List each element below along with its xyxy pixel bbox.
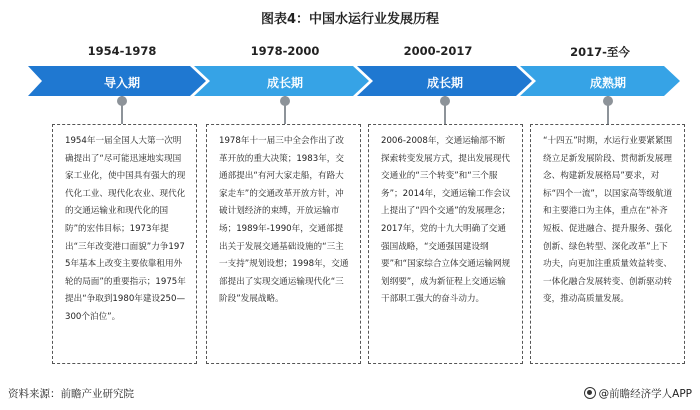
stage-description-3: 2006-2008年，交通运输部不断探索转变发展方式，提出发展现代交通业的“三个转变”和“三个服务”；2014年，交通运输工作会议上提出了“四个交通”的发展理念；2017年，党的十九大明确了交通强国战略，“交通强国建设纲要”和“国家综合立体交通运输网规划纲要”，成为新征程上交通运输干部职工强大的奋斗动力。: [368, 124, 523, 364]
stage-description-2: 1978年十一届三中全会作出了改革开放的重大决策；1983年，交通部提出“有河大家走船，有路大家走车”的交通改革开放方针，冲破计划经济的束缚，开放运输市场；1989年-1990年，交通部提出关于发展交通基础设施的“三主一支持”规划设想；1998年，交通部提出了实现交通运输现代化“三阶段”发展战略。: [206, 124, 361, 364]
stage-label-1: 导入期: [103, 76, 140, 90]
period-2: 1978-2000: [250, 44, 320, 58]
brand-credit: [584, 386, 692, 401]
brand-text: @前瞻经济学人APP: [598, 388, 692, 400]
period-1: 1954-1978: [87, 44, 157, 58]
stage-label-3: 成长期: [426, 76, 463, 90]
connector-line-1: [121, 96, 123, 124]
stage-description-4: “十四五”时期，水运行业要紧紧围绕立足新发展阶段、贯彻新发展理念、构建新发展格局”要求，对标“四个一流”，以国家高等级航道和主要港口为主体，重点在“补齐短板、促进融合、提升服务、强化创新、绿色转型、深化改革”上下功夫，向更加注重质量效益转变、一体化融合发展转变、创新驱动转变，推动高质量发展。: [530, 124, 685, 364]
connector-line-2: [284, 96, 286, 124]
source-note: 资料来源：前瞻产业研究院: [8, 388, 134, 400]
connector-line-3: [444, 96, 446, 124]
brand-logo-icon: [584, 387, 596, 399]
stage-description-1: 1954年一届全国人大第一次明确提出了“尽可能迅速地实现国家工业化，使中国具有强大的现代化工业、现代化农业、现代化的交通运输业和现代化的国防”的宏伟目标；1973年提出“三年改变港口面貌”力争1975年基本上改变主要依靠租用外轮的局面”的重要指示；1975年提出“争取到1980年建设250—300个泊位”。: [52, 124, 197, 364]
stage-label-4: 成熟期: [589, 76, 626, 90]
connector-line-4: [607, 96, 609, 124]
period-3: 2000-2017: [403, 44, 473, 58]
stage-label-2: 成长期: [266, 76, 303, 90]
period-4: 2017-至今: [570, 45, 630, 59]
chart-title: 图表4：中国水运行业发展历程: [260, 12, 440, 27]
